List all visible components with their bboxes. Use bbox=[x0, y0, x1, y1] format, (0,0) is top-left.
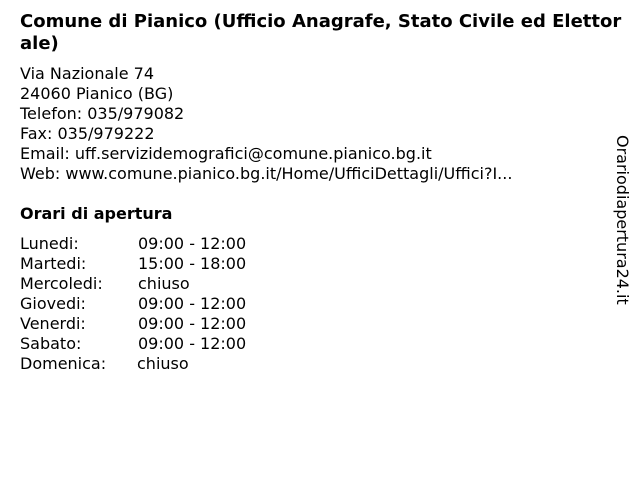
page-title: Comune di Pianico (Ufficio Anagrafe, Stato Civile ed Elettorale) bbox=[20, 11, 622, 54]
day-hours: 09:00 - 12:00 bbox=[138, 334, 247, 353]
day-label: Venerdi: bbox=[20, 314, 86, 333]
email-address: Email: uff.servizidemografici@comune.pianico.bg.it bbox=[20, 144, 432, 163]
day-label: Mercoledi: bbox=[20, 274, 103, 293]
day-label: Domenica: bbox=[20, 354, 107, 373]
day-label: Lunedi: bbox=[20, 234, 79, 253]
day-hours: 09:00 - 12:00 bbox=[138, 294, 247, 313]
day-hours: 09:00 - 12:00 bbox=[138, 314, 247, 333]
contact-block bbox=[20, 64, 512, 184]
watermark-text: Orariodiapertura24.it bbox=[613, 135, 632, 305]
address-street: Via Nazionale 74 bbox=[20, 64, 155, 83]
phone-number: Telefon: 035/979082 bbox=[20, 104, 185, 123]
opening-hours-heading: Orari di apertura bbox=[20, 204, 173, 223]
site-watermark bbox=[612, 135, 632, 309]
day-hours: chiuso bbox=[137, 354, 189, 373]
day-hours: chiuso bbox=[138, 274, 190, 293]
day-hours: 09:00 - 12:00 bbox=[138, 234, 247, 253]
day-hours: 15:00 - 18:00 bbox=[138, 254, 247, 273]
day-label: Martedi: bbox=[20, 254, 87, 273]
day-label: Giovedi: bbox=[20, 294, 86, 313]
address-city: 24060 Pianico (BG) bbox=[20, 84, 174, 103]
fax-number: Fax: 035/979222 bbox=[20, 124, 155, 143]
website-url: Web: www.comune.pianico.bg.it/Home/UfficiDettagli/Uffici?I... bbox=[20, 164, 513, 183]
day-label: Sabato: bbox=[20, 334, 82, 353]
